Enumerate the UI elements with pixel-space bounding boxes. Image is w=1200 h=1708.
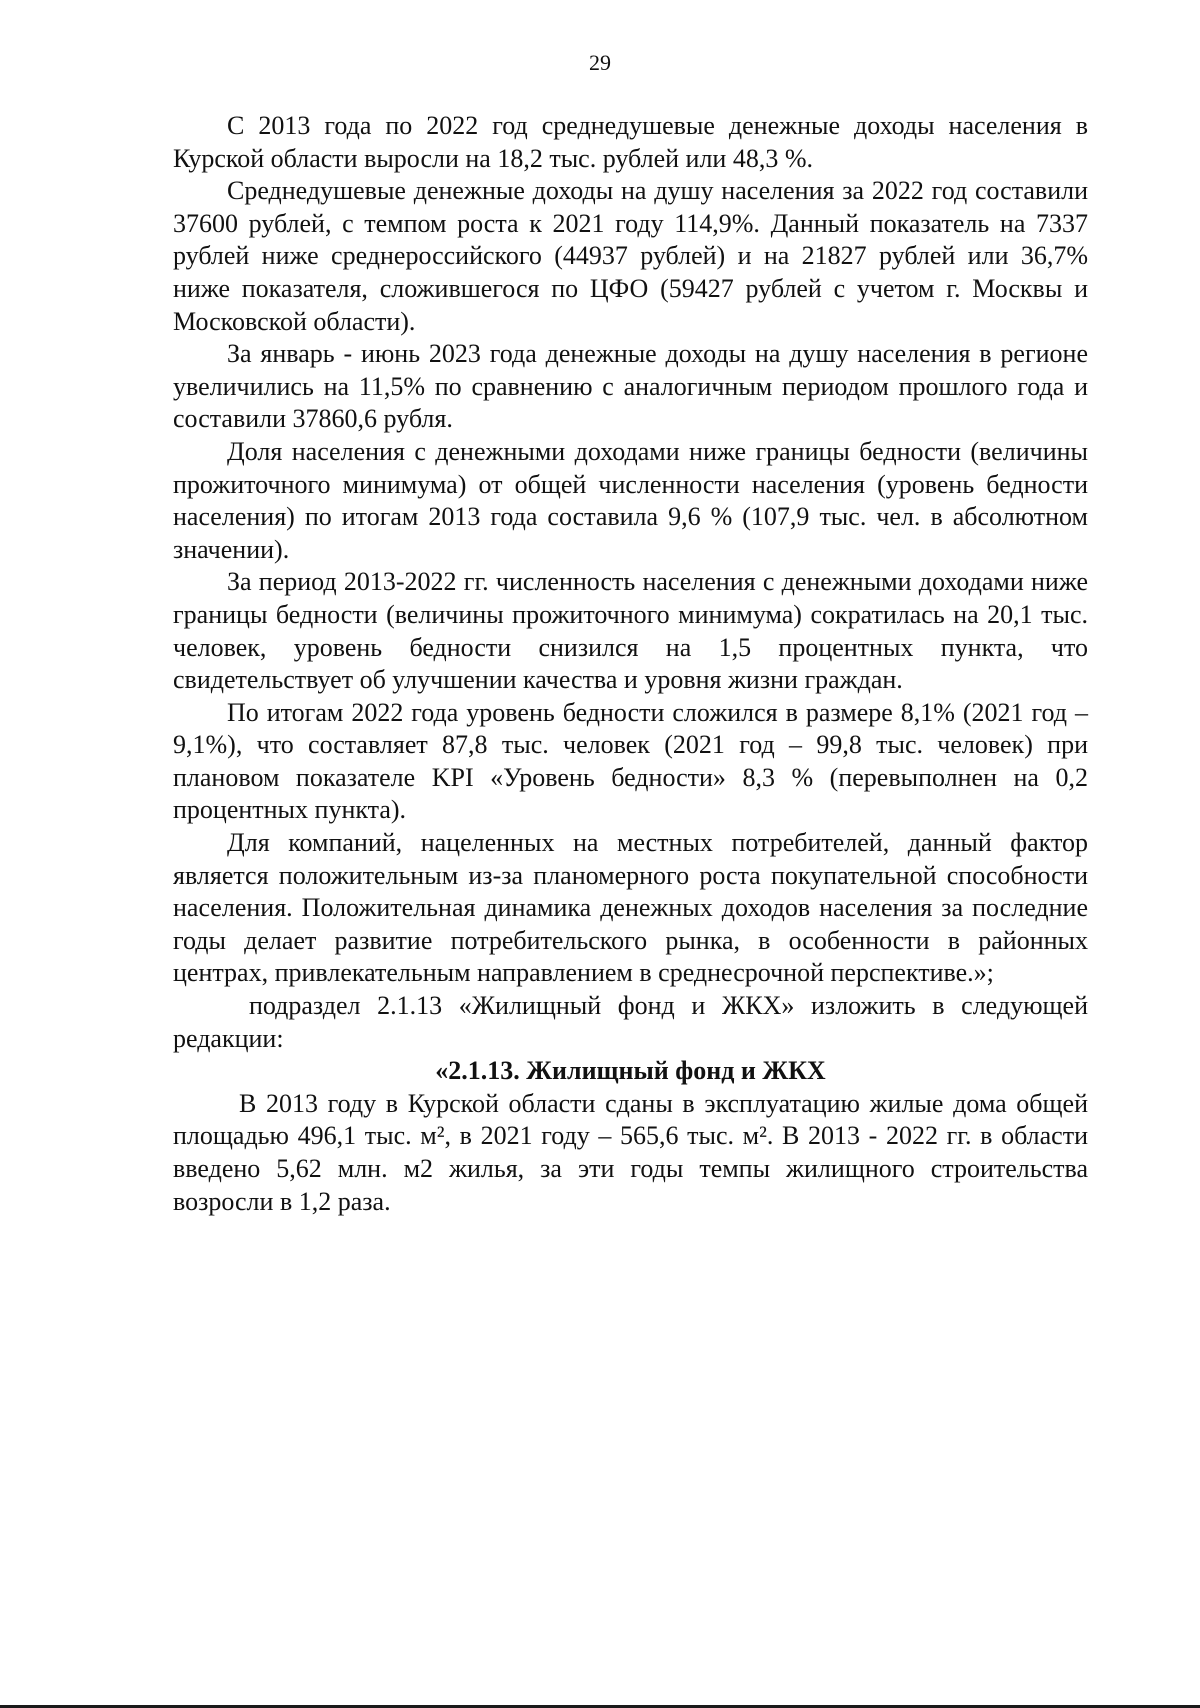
paragraph-poverty-2013: Доля населения с денежными доходами ниже границы бедности (величины прожиточного минимума) от общей численности населения (уровень бедности населения) по итогам 2013 года составила 9,6 % (107,9 тыс. чел. в абсолютном значении). bbox=[173, 436, 1088, 564]
section-heading: «2.1.13. Жилищный фонд и ЖКХ bbox=[435, 1056, 826, 1086]
paragraph-companies: Для компаний, нацеленных на местных потребителей, данный фактор является положительным из-за планомерного роста покупательной способности населения. Положительная динамика денежных доходов населения за последние годы делает развитие потребительского рынка, в особенности в районных центрах, привлекательным направлением в среднесрочной перспективе.»; bbox=[173, 828, 1088, 988]
paragraph-poverty-period: За период 2013-2022 гг. численность населения с денежными доходами ниже границы бедности (величины прожиточного минимума) сократилась на 20,1 тыс. человек, уровень бедности снизился на 1,5 процентных пункта, что свидетельствует об улучшении качества и уровня жизни граждан. bbox=[173, 567, 1088, 695]
paragraph-income-2023: За январь - июнь 2023 года денежные доходы на душу населения в регионе увеличились на 11,5% по сравнению с аналогичным периодом прошлого года и составили 37860,6 рубля. bbox=[173, 339, 1088, 434]
page-number: 29 bbox=[589, 50, 611, 75]
document-body bbox=[173, 110, 1088, 1218]
paragraph-subsection-instruction: подраздел 2.1.13 «Жилищный фонд и ЖКХ» изложить в следующей редакции: bbox=[173, 991, 1088, 1053]
paragraph-income-2022: Среднедушевые денежные доходы на душу населения за 2022 год составили 37600 рублей, с темпом роста к 2021 году 114,9%. Данный показатель на 7337 рублей ниже среднероссийского (44937 рублей) и на 21827 рублей или 36,7% ниже показателя, сложившегося по ЦФО (59427 рублей с учетом г. Москвы и Московской области). bbox=[173, 176, 1088, 336]
paragraph-income-growth: С 2013 года по 2022 год среднедушевые денежные доходы населения в Курской области выросли на 18,2 тыс. рублей или 48,3 %. bbox=[173, 111, 1088, 173]
paragraph-poverty-2022: По итогам 2022 года уровень бедности сложился в размере 8,1% (2021 год – 9,1%), что составляет 87,8 тыс. человек (2021 год – 99,8 тыс. человек) при плановом показателе KPI «Уровень бедности» 8,3 % (перевыполнен на 0,2 процентных пункта). bbox=[173, 697, 1088, 825]
paragraph-housing: В 2013 году в Курской области сданы в эксплуатацию жилые дома общей площадью 496,1 тыс. м², в 2021 году – 565,6 тыс. м². В 2013 - 2022 гг. в области введено 5,62 млн. м2 жилья, за эти годы темпы жилищного строительства возросли в 1,2 раза. bbox=[173, 1088, 1088, 1216]
